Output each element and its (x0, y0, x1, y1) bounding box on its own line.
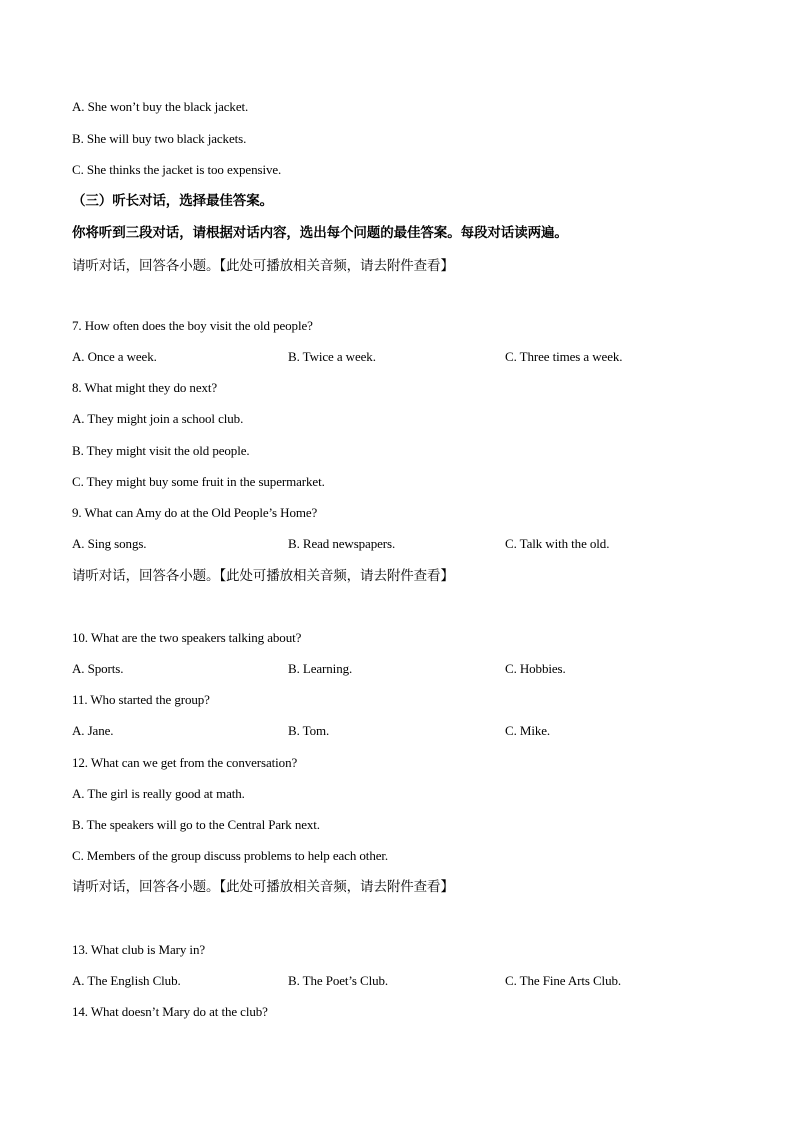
section-instructions: 你将听到三段对话，请根据对话内容，选出每个问题的最佳答案。每段对话读两遍。 (72, 225, 568, 241)
q8-option-a: A. They might join a school club. (72, 411, 244, 426)
option-line: A. She won’t buy the black jacket. (72, 99, 249, 114)
question-13: 13. What club is Mary in? (72, 942, 206, 957)
q13-option-b: B. The Poet’s Club. (288, 973, 389, 988)
q11-option-b: B. Tom. (288, 723, 330, 738)
q11-option-a: A. Jane. (72, 723, 114, 738)
q9-option-a: A. Sing songs. (72, 536, 147, 551)
audio-note: 请听对话，回答各小题。【此处可播放相关音频，请去附件查看】 (72, 879, 454, 895)
q7-option-c: C. Three times a week. (505, 349, 623, 364)
question-11: 11. Who started the group? (72, 692, 210, 707)
q12-option-a: A. The girl is really good at math. (72, 786, 245, 801)
option-line: C. She thinks the jacket is too expensive. (72, 162, 282, 177)
option-line: B. She will buy two black jackets. (72, 131, 247, 146)
q11-option-c: C. Mike. (505, 723, 551, 738)
q8-option-c: C. They might buy some fruit in the supermarket. (72, 474, 325, 489)
audio-note: 请听对话，回答各小题。【此处可播放相关音频，请去附件查看】 (72, 258, 454, 274)
q12-option-b: B. The speakers will go to the Central Park next. (72, 817, 320, 832)
question-8: 8. What might they do next? (72, 380, 218, 395)
question-14: 14. What doesn’t Mary do at the club? (72, 1004, 268, 1019)
q13-option-c: C. The Fine Arts Club. (505, 973, 622, 988)
q10-option-c: C. Hobbies. (505, 661, 566, 676)
question-12: 12. What can we get from the conversation? (72, 755, 298, 770)
q7-option-b: B. Twice a week. (288, 349, 376, 364)
q9-option-b: B. Read newspapers. (288, 536, 396, 551)
question-7: 7. How often does the boy visit the old people? (72, 318, 313, 333)
q13-option-a: A. The English Club. (72, 973, 181, 988)
q8-option-b: B. They might visit the old people. (72, 443, 250, 458)
q10-option-a: A. Sports. (72, 661, 124, 676)
q12-option-c: C. Members of the group discuss problems to help each other. (72, 848, 389, 863)
q10-option-b: B. Learning. (288, 661, 353, 676)
question-10: 10. What are the two speakers talking about? (72, 630, 302, 645)
q7-option-a: A. Once a week. (72, 349, 157, 364)
section-title: （三）听长对话，选择最佳答案。 (72, 193, 273, 209)
q9-option-c: C. Talk with the old. (505, 536, 610, 551)
question-9: 9. What can Amy do at the Old People’s Home? (72, 505, 318, 520)
audio-note: 请听对话，回答各小题。【此处可播放相关音频，请去附件查看】 (72, 568, 454, 584)
